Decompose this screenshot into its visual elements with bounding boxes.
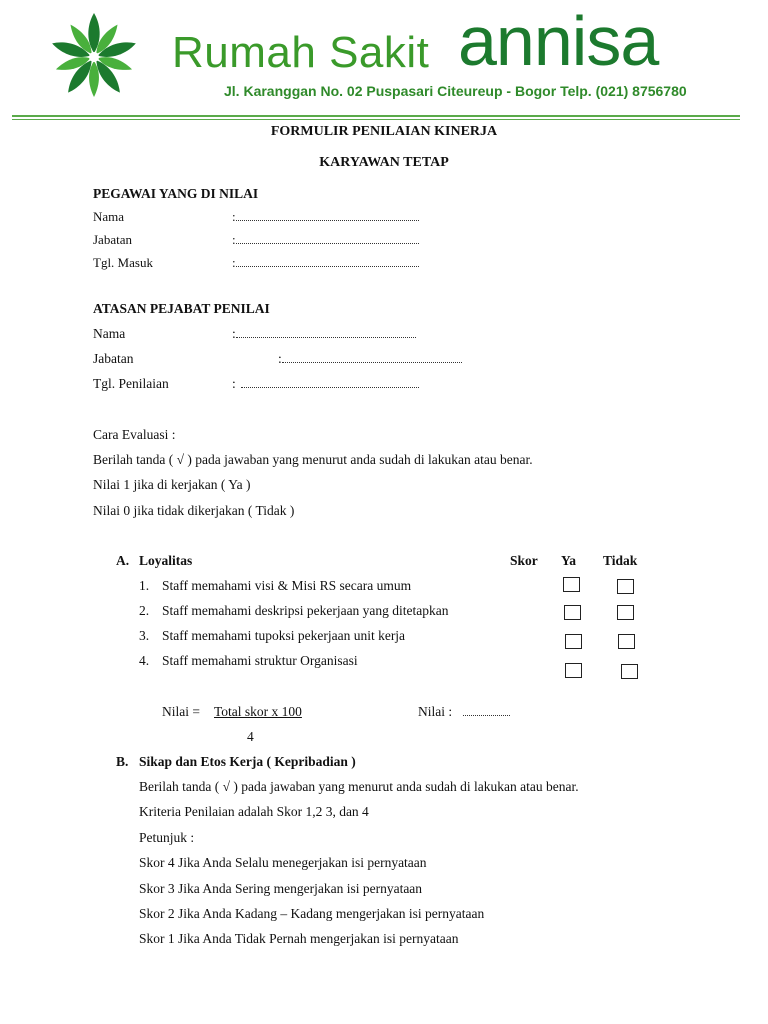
section-b-line: Skor 1 Jika Anda Tidak Pernah mengerjakan isi pernyataan: [139, 931, 459, 946]
formula-label: Nilai =: [162, 704, 200, 719]
column-header-tidak: Tidak: [603, 553, 638, 568]
column-header-skor: Skor: [510, 553, 538, 568]
supervisor-position-label: Jabatan: [93, 351, 134, 366]
employee-position-field[interactable]: :: [232, 232, 419, 248]
employee-start-date-label: Tgl. Masuk: [93, 255, 153, 270]
item-text: Staff memahami tupoksi pekerjaan unit kerja: [162, 628, 406, 643]
item-text: Staff memahami deskripsi pekerjaan yang ditetapkan: [162, 603, 449, 618]
checkbox-tidak-4[interactable]: [621, 664, 638, 679]
evaluation-rule-no: Nilai 0 jika tidak dikerjakan ( Tidak ): [93, 503, 295, 518]
section-b-line: Petunjuk :: [139, 830, 195, 845]
hospital-logo: [44, 8, 144, 106]
section-b-line: Kriteria Penilaian adalah Skor 1,2 3, dan 4: [139, 804, 369, 819]
checkbox-ya-4[interactable]: [565, 663, 582, 678]
item-text: Staff memahami struktur Organisasi: [162, 653, 358, 668]
formula-denominator: 4: [247, 729, 254, 744]
supervisor-name-field[interactable]: :: [232, 326, 416, 342]
formula-numerator: Total skor x 100: [214, 704, 302, 719]
section-a-score-label: Nilai :: [418, 704, 453, 719]
employee-heading: PEGAWAI YANG DI NILAI: [93, 186, 259, 201]
section-a-letter: A.: [116, 553, 130, 568]
item-number: 4.: [139, 653, 150, 668]
column-header-ya: Ya: [561, 553, 577, 568]
supervisor-position-field[interactable]: :: [278, 351, 462, 367]
checkbox-ya-1[interactable]: [563, 577, 580, 592]
header-rule-thick: [12, 115, 740, 117]
employee-start-date-field[interactable]: :: [232, 255, 419, 271]
header-rule-thin: [12, 119, 740, 120]
evaluation-rule-yes: Nilai 1 jika di kerjakan ( Ya ): [93, 477, 251, 492]
checkbox-tidak-1[interactable]: [617, 579, 634, 594]
checkbox-ya-3[interactable]: [565, 634, 582, 649]
supervisor-eval-date-field[interactable]: :: [232, 376, 419, 392]
employee-position-label: Jabatan: [93, 232, 132, 247]
form-title: FORMULIR PENILAIAN KINERJA: [270, 124, 498, 139]
green-flower-logo-icon: [44, 8, 144, 106]
employee-name-field[interactable]: :: [232, 209, 419, 225]
item-text: Staff memahami visi & Misi RS secara umum: [162, 578, 412, 593]
supervisor-heading: ATASAN PEJABAT PENILAI: [93, 301, 270, 316]
evaluation-heading: Cara Evaluasi :: [93, 427, 176, 442]
section-b-letter: B.: [116, 754, 129, 769]
hospital-name-prefix: Rumah Sakit: [172, 28, 430, 77]
form-subtitle: KARYAWAN TETAP: [319, 155, 449, 170]
section-b-title: Sikap dan Etos Kerja ( Kepribadian ): [139, 754, 356, 769]
section-b-line: Berilah tanda ( √ ) pada jawaban yang menurut anda sudah di lakukan atau benar.: [139, 779, 579, 794]
item-number: 1.: [139, 578, 150, 593]
section-b-line: Skor 2 Jika Anda Kadang – Kadang mengerjakan isi pernyataan: [139, 906, 485, 921]
checkbox-ya-2[interactable]: [564, 605, 581, 620]
item-number: 2.: [139, 603, 150, 618]
employee-name-label: Nama: [93, 209, 125, 224]
hospital-address: Jl. Karanggan No. 02 Puspasari Citeureup - Bogor Telp. (021) 8756780: [224, 83, 687, 99]
evaluation-instruction: Berilah tanda ( √ ) pada jawaban yang menurut anda sudah di lakukan atau benar.: [93, 452, 533, 467]
checkbox-tidak-2[interactable]: [617, 605, 634, 620]
item-number: 3.: [139, 628, 150, 643]
supervisor-eval-date-label: Tgl. Penilaian: [93, 376, 169, 391]
supervisor-name-label: Nama: [93, 326, 126, 341]
checkbox-tidak-3[interactable]: [618, 634, 635, 649]
section-b-line: Skor 4 Jika Anda Selalu menegerjakan isi pernyataan: [139, 855, 427, 870]
section-b-line: Skor 3 Jika Anda Sering mengerjakan isi pernyataan: [139, 881, 423, 896]
section-a-score-field[interactable]: [463, 704, 510, 720]
section-a-title: Loyalitas: [139, 553, 193, 568]
hospital-name-brand: annisa: [458, 2, 659, 80]
